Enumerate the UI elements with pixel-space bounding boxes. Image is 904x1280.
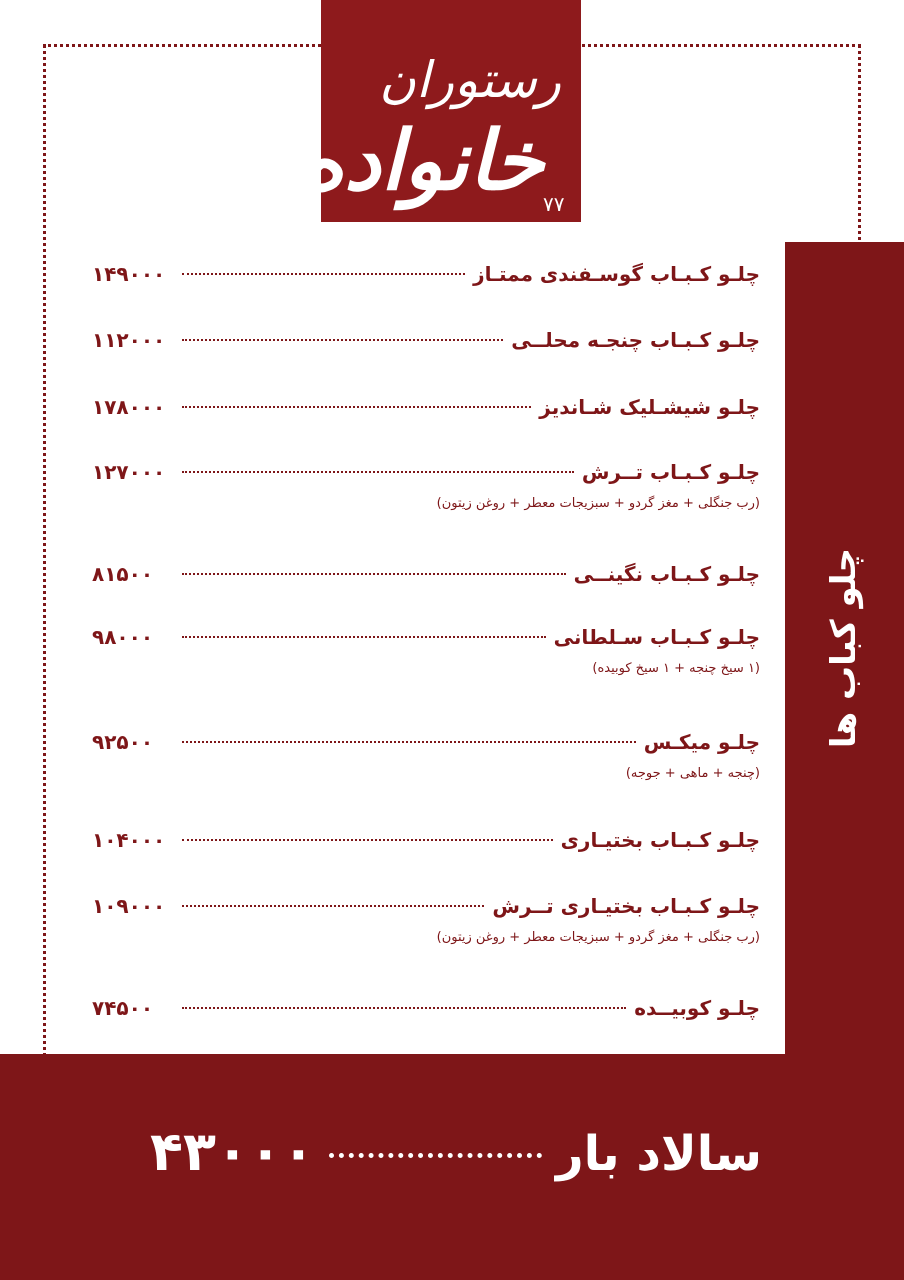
- item-price: ۸۱۵۰۰: [92, 562, 154, 586]
- item-name: چلـو کـبـاب سـلطانی: [553, 625, 760, 649]
- item-description: (رب جنگلی + مغز گردو + سبزیجات معطر + روغن زیتون): [436, 930, 760, 945]
- salad-bar-label: سالاد بار: [556, 1126, 762, 1182]
- item-name: چلـو کـبـاب گوسـفندی ممتـاز: [473, 262, 760, 286]
- menu-item: [92, 828, 760, 860]
- menu-item: [92, 328, 760, 360]
- page-number: ۷۷: [543, 192, 565, 216]
- item-name: چلـو کـبـاب تــرش: [581, 460, 760, 484]
- menu-item: [92, 730, 760, 781]
- salad-bar: [150, 1120, 762, 1183]
- dot-leader: [182, 1007, 626, 1009]
- item-description: (چنجه + ماهی + جوجه): [625, 766, 760, 781]
- item-price: ۱۲۷۰۰۰: [92, 460, 166, 484]
- item-description: (رب جنگلی + مغز گردو + سبزیجات معطر + روغن زیتون): [436, 496, 760, 511]
- item-name: چلـو کـبـاب نگینــی: [573, 562, 760, 586]
- item-name: چلـو کوبیــده: [634, 996, 760, 1020]
- item-price: ۷۴۵۰۰: [92, 996, 154, 1020]
- item-price: ۱۰۴۰۰۰: [92, 828, 166, 852]
- menu-item: [92, 894, 760, 945]
- dot-leader: [329, 1153, 542, 1158]
- salad-bar-price: ۴۳۰۰۰: [150, 1120, 315, 1183]
- dot-leader: [182, 741, 636, 743]
- dot-leader: [182, 273, 465, 275]
- menu-item: [92, 996, 760, 1028]
- item-price: ۹۸۰۰۰: [92, 625, 154, 649]
- menu-item: [92, 395, 760, 427]
- dot-leader: [182, 471, 574, 473]
- menu-item: [92, 460, 760, 511]
- dot-leader: [182, 839, 553, 841]
- dot-leader: [182, 339, 503, 341]
- section-title-wrap: [785, 242, 904, 1054]
- item-price: ۱۷۸۰۰۰: [92, 395, 166, 419]
- item-price: ۱۰۹۰۰۰: [92, 894, 166, 918]
- item-price: ۹۲۵۰۰: [92, 730, 154, 754]
- section-title: چلو کباب ها: [824, 547, 865, 749]
- item-name: چلـو کـبـاب چنجـه محلــی: [511, 328, 760, 352]
- menu-item: [92, 625, 760, 676]
- menu-item: [92, 562, 760, 594]
- dot-leader: [182, 406, 531, 408]
- dot-leader: [182, 905, 484, 907]
- dot-leader: [182, 573, 566, 575]
- logo-line-2: خانواده: [301, 113, 545, 209]
- item-name: چلـو کـبـاب بختیـاری: [560, 828, 760, 852]
- menu-item: [92, 262, 760, 294]
- dot-leader: [182, 636, 546, 638]
- item-description: (۱ سیخ چنجه + ۱ سیخ کوبیده): [592, 661, 760, 676]
- logo-line-1: رستوران: [379, 51, 561, 109]
- item-name: چلـو میکـس: [643, 730, 760, 754]
- item-name: چلـو کـبـاب بختیـاری تــرش: [492, 894, 760, 918]
- item-name: چلـو شیشـلیک شـاندیز: [539, 395, 760, 419]
- item-price: ۱۱۲۰۰۰: [92, 328, 166, 352]
- logo: [301, 0, 581, 222]
- item-price: ۱۴۹۰۰۰: [92, 262, 166, 286]
